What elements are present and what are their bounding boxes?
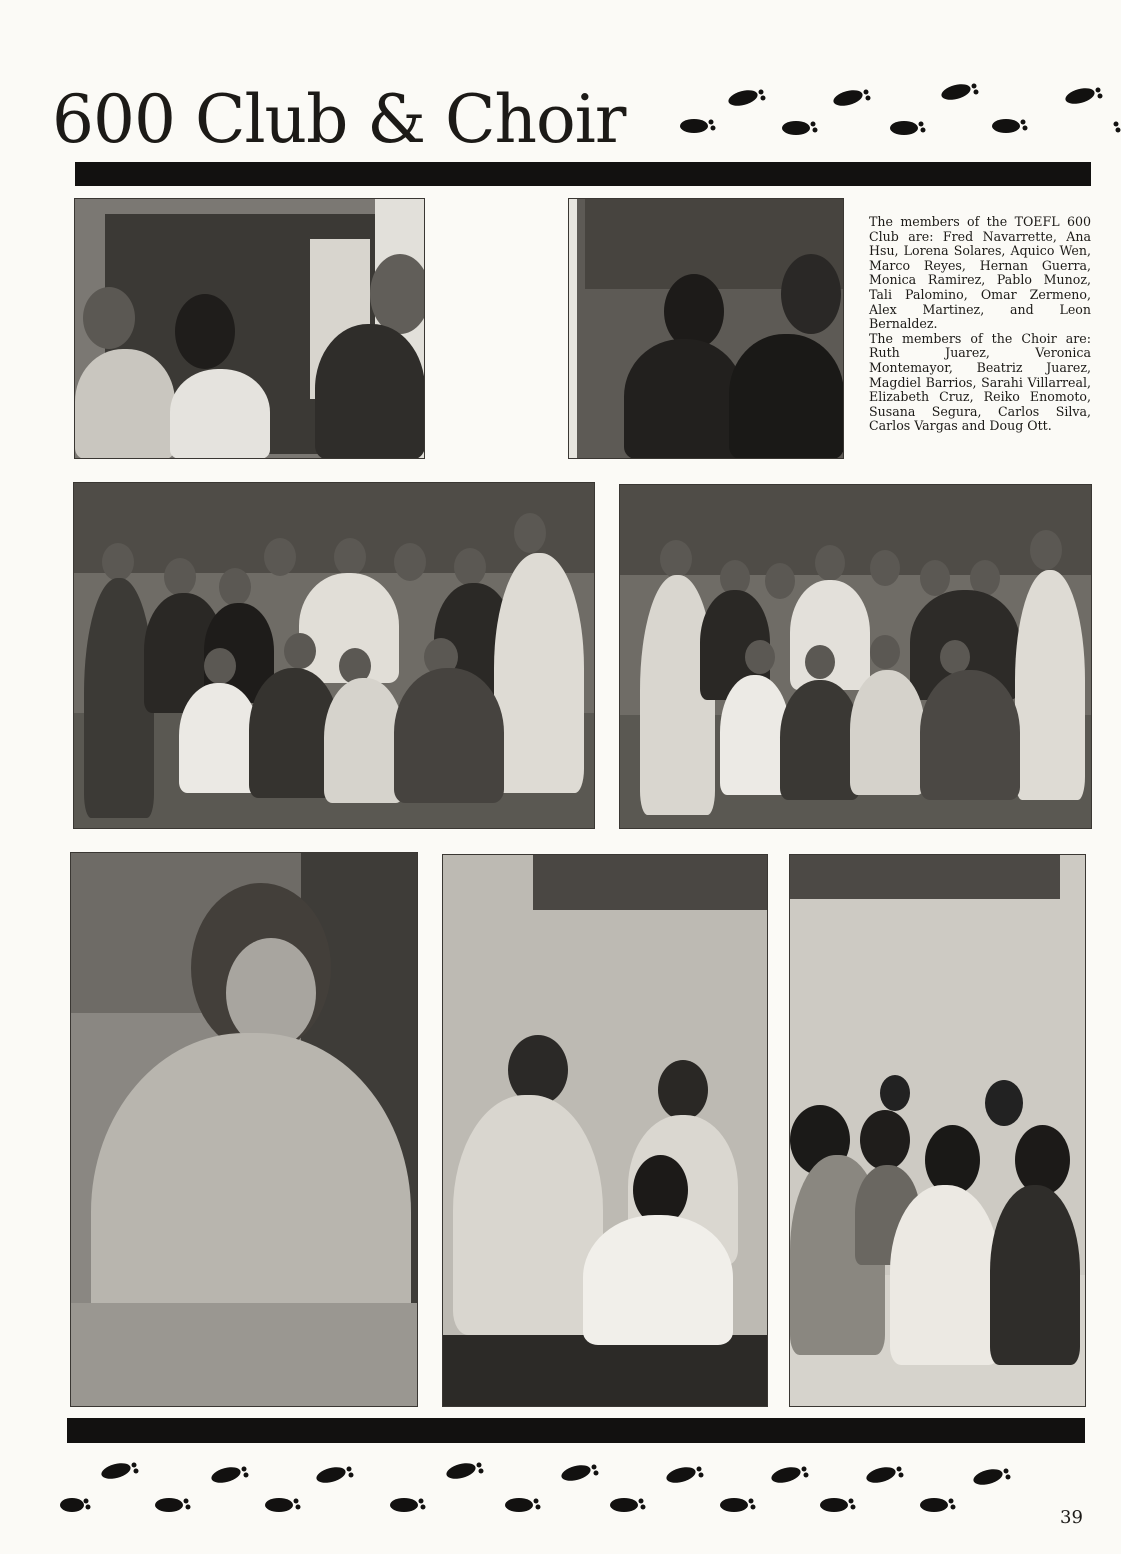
photo-club-board-right bbox=[568, 198, 844, 459]
page-title: 600 Club & Choir bbox=[52, 81, 626, 158]
footprints-bottom-icon bbox=[60, 1455, 1050, 1535]
photo-boy-jacket bbox=[70, 852, 418, 1407]
photo-group-right bbox=[619, 484, 1092, 829]
footprints-top-icon bbox=[672, 78, 1121, 148]
caption-club: The members of the TOEFL 600 Club are: Fred Navarrette, Ana Hsu, Lorena Solares, Aquico Wen, Marco Reyes, Hernan Guerra, Monica Ramirez, Pablo Munoz, Tali Palomino, Omar Zermeno, Alex Martinez, and Leon Bernaldez. bbox=[869, 214, 1091, 332]
page-number: 39 bbox=[1060, 1507, 1083, 1528]
photo-choir-seated bbox=[789, 854, 1086, 1407]
photo-club-board-left bbox=[74, 198, 425, 459]
caption-members bbox=[869, 215, 1091, 434]
photo-group-left bbox=[73, 482, 595, 829]
photo-choir-conductor bbox=[442, 854, 768, 1407]
caption-choir: The members of the Choir are: Ruth Juarez, Veronica Montemayor, Beatriz Juarez, Magdiel Barrios, Sarahi Villarreal, Elizabeth Cruz, Reiko Enomoto, Susana Segura, Carlos Silva, Carlos Vargas and Doug Ott. bbox=[869, 330, 1091, 434]
top-divider-bar bbox=[75, 162, 1091, 186]
bottom-divider-bar bbox=[67, 1418, 1085, 1443]
